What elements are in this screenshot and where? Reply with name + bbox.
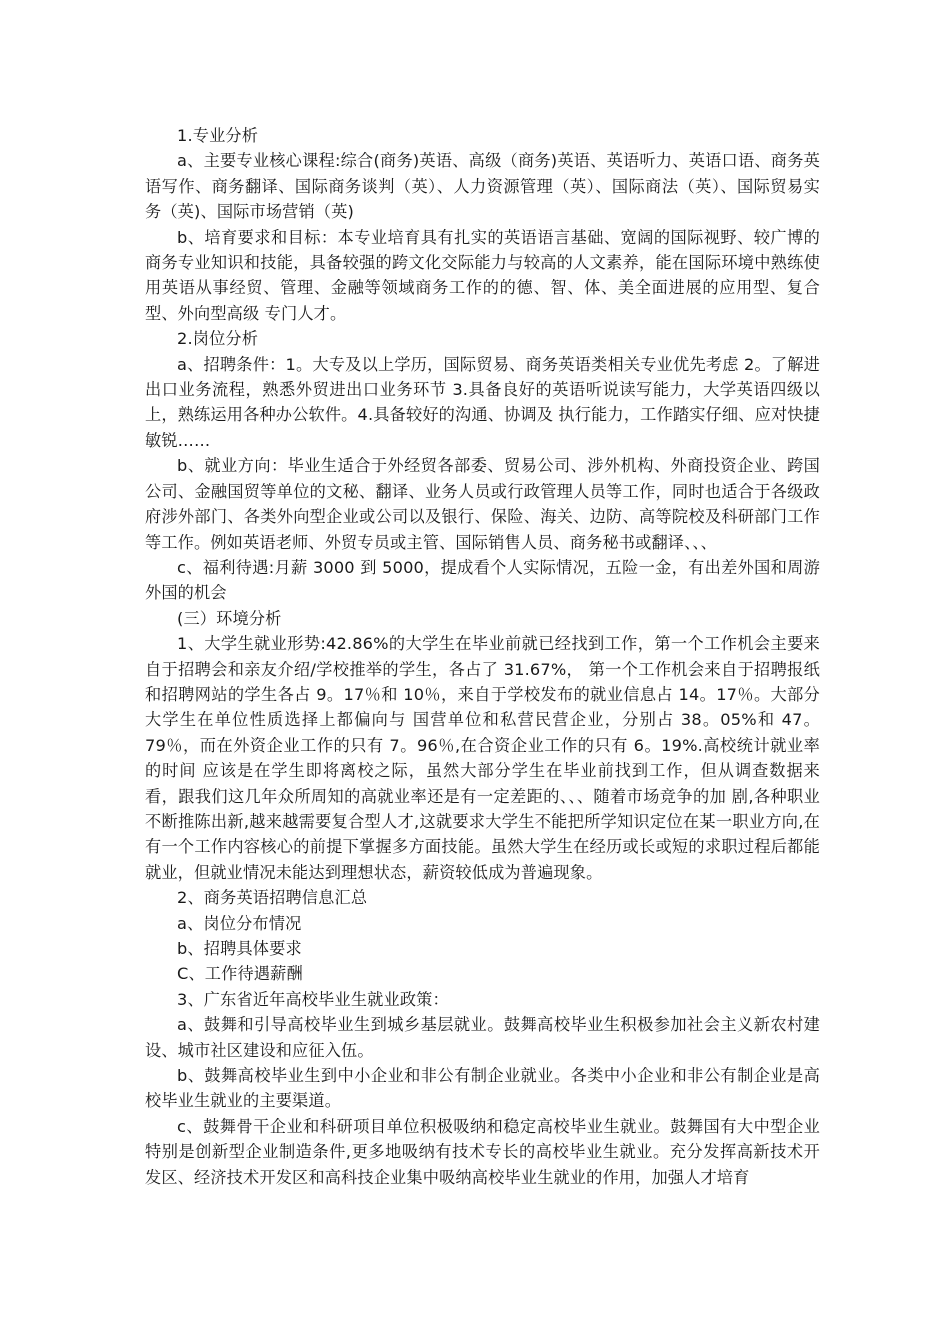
list-item-salary: C、工作待遇薪酬 xyxy=(177,964,303,984)
paragraph-benefits: c、福利待遇:月薪 3000 到 5000，提成看个人实际情况，五险一金，有出差外国和周游外国的机会 xyxy=(145,557,820,603)
paragraph-employment-situation: 1、大学生就业形势:42.86%的大学生在毕业前就已经找到工作，第一个工作机会主要来自于招聘会和亲友介绍/学校推举的学生，各占了 31.67%， 第一个工作机会来自于招聘报纸和招聘网站的学生各占 9。17％和 10％，来自于学校发布的就业信息占 14。17％。大部分大学生在单位性质选择上都偏向与 国营单位和私营民营企业，分别占 38。05%和 47。79％，而在外资企业工作的只有 7。96％,在合资企业工作的只有 6。19%.高校统计就业率的时间 应该是在学生即将离校之际，虽然大部分学生在毕业前找到工作，但从调查数据来看，跟我们这几年众所周知的高就业率还是有一定差距的、、、随着市场竞争的加 剧,各种职业不断推陈出新,越来越需要复合型人才,这就要求大学生不能把所学知识定位在某一职业方向,在有一个工作内容核心的前提下掌握多方面技能。虽然大学生在经历或长或短的求职过程后都能就业，但就业情况未能达到理想状态，薪资较低成为普遍现象。 xyxy=(145,634,820,882)
heading-position-analysis: 2.岗位分析 xyxy=(177,329,259,349)
heading-environment-analysis: (三）环境分析 xyxy=(177,608,282,628)
heading-recruitment-summary: 2、商务英语招聘信息汇总 xyxy=(177,888,368,908)
paragraph-core-courses: a、主要专业核心课程:综合(商务)英语、高级（商务)英语、英语听力、英语口语、商务英语写作、商务翻译、国际商务谈判（英）、人力资源管理（英）、国际商法（英）、国际贸易实务（英)、国际市场营销（英) xyxy=(145,151,820,222)
paragraph-policy-grassroots: a、鼓舞和引导高校毕业生到城乡基层就业。鼓舞高校毕业生积极参加社会主义新农村建设、城市社区建设和应征入伍。 xyxy=(145,1015,820,1060)
heading-guangdong-policy: 3、广东省近年高校毕业生就业政策： xyxy=(177,989,449,1009)
list-item-recruitment-requirements: b、招聘具体要求 xyxy=(177,939,302,958)
list-item-position-distribution: a、岗位分布情况 xyxy=(177,913,302,933)
paragraph-recruitment-conditions: a、招聘条件：1。大专及以上学历，国际贸易、商务英语类相关专业优先考虑 2。了解进出口业务流程，熟悉外贸进出口业务环节 3.具备良好的英语听说读写能力，大学英语四级以上，熟练运用各种办公软件。4.具备较好的沟通、协调及 执行能力，工作踏实仔细、应对快捷敏锐…… xyxy=(145,354,820,450)
paragraph-policy-sme: b、鼓舞高校毕业生到中小企业和非公有制企业就业。各类中小企业和非公有制企业是高校毕业生就业的主要渠道。 xyxy=(145,1066,820,1111)
paragraph-employment-direction: b、就业方向：毕业生适合于外经贸各部委、贸易公司、涉外机构、外商投资企业、跨国公司、金融国贸等单位的文秘、翻译、业务人员或行政管理人员等工作，同时也适合于各级政府涉外部门、各类外向型企业或公司以及银行、保险、海关、边防、高等院校及科研部门工作等工作。例如英语老师、外贸专员或主管、国际销售人员、商务秘书或翻译、、、 xyxy=(145,456,820,552)
paragraph-policy-enterprises: c、鼓舞骨干企业和科研项目单位积极吸纳和稳定高校毕业生就业。鼓舞国有大中型企业特别是创新型企业制造条件,更多地吸纳有技术专长的高校毕业生就业。充分发挥高新技术开发区、经济技术开发区和高科技企业集中吸纳高校毕业生就业的作用，加强人才培育 xyxy=(145,1116,820,1187)
paragraph-training-goals: b、培育要求和目标：本专业培育具有扎实的英语语言基础、宽阔的国际视野、较广博的商务专业知识和技能，具备较强的跨文化交际能力与较高的人文素养，能在国际环境中熟练使用英语从事经贸、管理、金融等领域商务工作的的德、智、体、美全面进展的应用型、复合型、外向型高级 专门人才。 xyxy=(145,227,820,323)
heading-major-analysis: 1.专业分析 xyxy=(177,126,259,145)
